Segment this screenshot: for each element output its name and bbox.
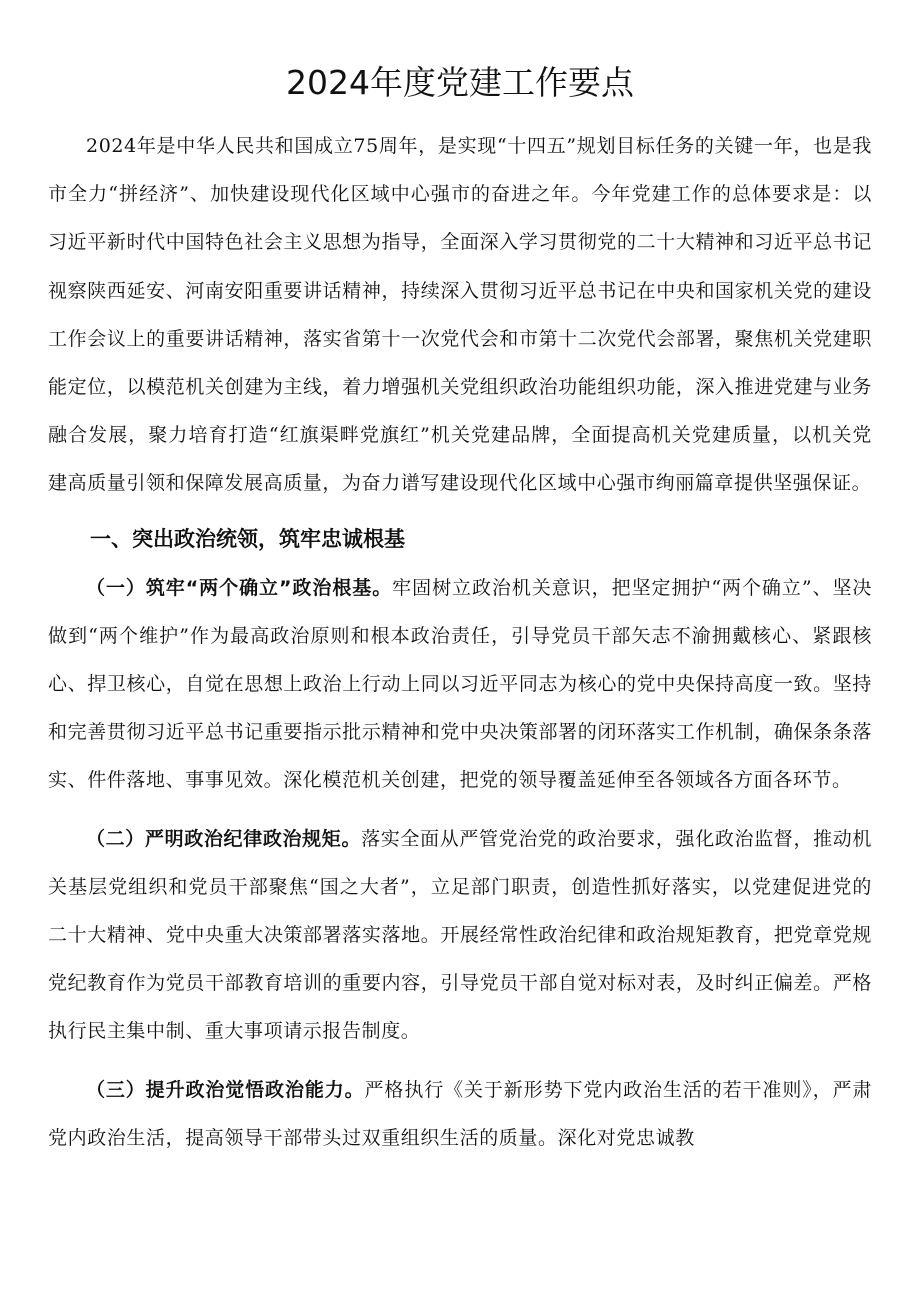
item-1-text: 牢固树立政治机关意识，把坚定拥护“两个确立”、坚决做到“两个维护”作为最高政治原则和根本政治责任，引导党员干部矢志不渝拥戴核心、紧跟核心、捍卫核心，自觉在思想上政治上行动上同以习近平同志为核心的党中央保持高度一致。坚持和完善贯彻习近平总书记重要指示批示精神和党中央决策部署的闭环落实工作机制，确保条条落实、件件落地、事事见效。深化模范机关创建，把党的领导覆盖延伸至各领域各方面各环节。 <box>48 576 872 792</box>
item-3-text: 严格执行《关于新形势下党内政治生活的若干准则》，严肃党内政治生活，提高领导干部带头过双重组织生活的质量。深化对党忠诚教 <box>48 1078 872 1149</box>
intro-paragraph: 2024年是中华人民共和国成立75周年，是实现“十四五”规划目标任务的关键一年，也是我市全力“拼经济”、加快建设现代化区域中心强市的奋进之年。今年党建工作的总体要求是：以习近平新时代中国特色社会主义思想为指导，全面深入学习贯彻党的二十大精神和习近平总书记视察陕西延安、河南安阳重要讲话精神，持续深入贯彻习近平总书记在中央和国家机关党的建设工作会议上的重要讲话精神，落实省第十一次党代会和市第十二次党代会部署，聚焦机关党建职能定位，以模范机关创建为主线，着力增强机关党组织政治功能组织功能，深入推进党建与业务融合发展，聚力培育打造“红旗渠畔党旗红”机关党建品牌，全面提高机关党建质量，以机关党建高质量引领和保障发展高质量，为奋力谱写建设现代化区域中心强市绚丽篇章提供坚强保证。 <box>48 135 872 495</box>
item-3-lead: （三）提升政治觉悟政治能力。 <box>86 1078 365 1101</box>
section-item-2 <box>48 815 872 1056</box>
item-2-text: 落实全面从严管党治党的政治要求，强化政治监督，推动机关基层党组织和党员干部聚焦“国之大者”，立足部门职责，创造性抓好落实，以党建促进党的二十大精神、党中央重大决策部署落实落地。开展经常性政治纪律和政治规矩教育，把党章党规党纪教育作为党员干部教育培训的重要内容，引导党员干部自觉对标对表，及时纠正偏差。严格执行民主集中制、重大事项请示报告制度。 <box>48 827 872 1043</box>
section-heading: 一、突出政治统领，筑牢忠诚根基 <box>90 526 405 551</box>
section-item-1 <box>48 564 872 805</box>
section-item-3 <box>48 1066 872 1162</box>
item-2-lead: （二）严明政治纪律政治规矩。 <box>86 827 362 850</box>
document-title: 2024年度党建工作要点 <box>286 63 634 102</box>
item-1-lead: （一）筑牢“两个确立”政治根基。 <box>86 576 393 599</box>
